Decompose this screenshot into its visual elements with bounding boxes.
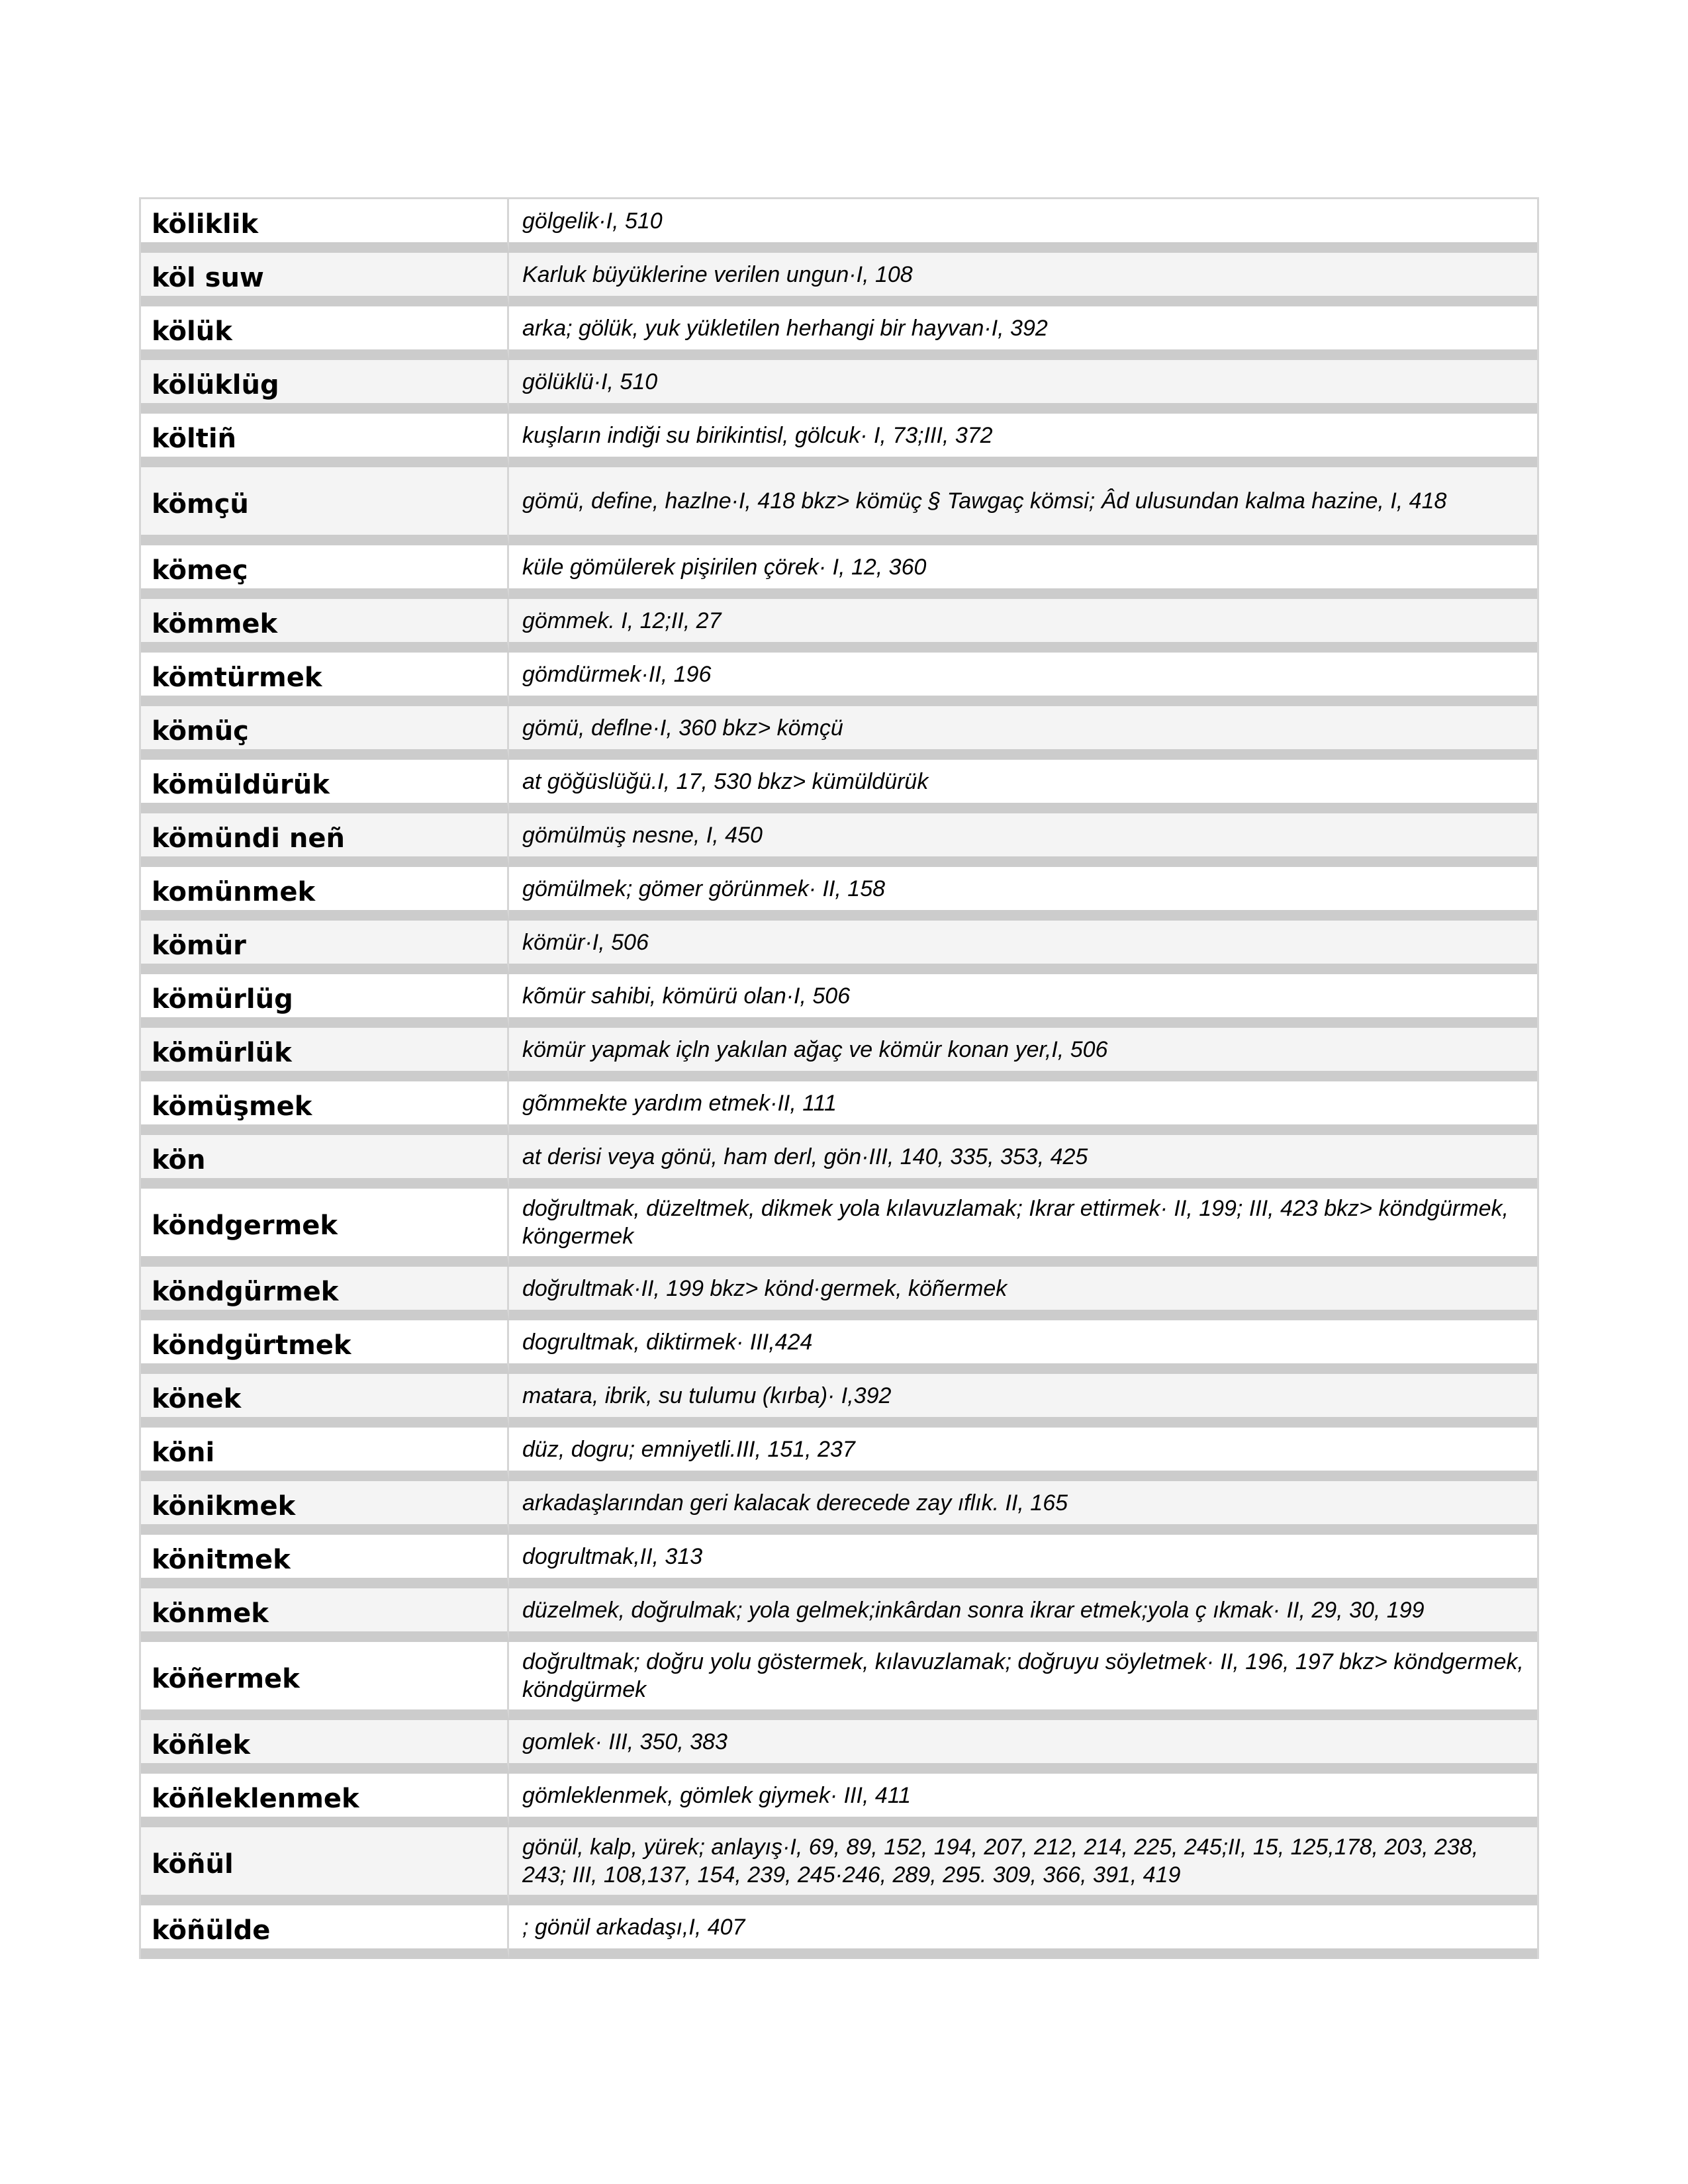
entry-definition: gomlek· III, 350, 383	[509, 1720, 1537, 1774]
table-row	[141, 813, 1537, 867]
table-row	[141, 1267, 1537, 1320]
entry-term: kömüşmek	[141, 1081, 509, 1135]
entry-term: kömtürmek	[141, 653, 509, 706]
glossary-table	[139, 197, 1539, 1959]
entry-term: köndgürtmek	[141, 1320, 509, 1374]
table-row	[141, 1481, 1537, 1535]
entry-definition: gömleklenmek, gömlek giymek· III, 411	[509, 1774, 1537, 1827]
table-row	[141, 1135, 1537, 1189]
entry-definition: dogrultmak, diktirmek· III,424	[509, 1320, 1537, 1374]
entry-term: kömçü	[141, 467, 509, 545]
entry-definition: arka; gölük, yuk yükletilen herhangi bir hayvan·I, 392	[509, 306, 1537, 360]
entry-term: köñül	[141, 1827, 509, 1905]
table-row	[141, 599, 1537, 653]
table-row	[141, 467, 1537, 545]
entry-term: köndgürmek	[141, 1267, 509, 1320]
entry-term: kömürlüg	[141, 974, 509, 1028]
entry-term: kölük	[141, 306, 509, 360]
entry-term: kömüldürük	[141, 760, 509, 813]
glossary-page	[139, 197, 1537, 1959]
entry-term: köñermek	[141, 1642, 509, 1720]
entry-definition: kömür·I, 506	[509, 921, 1537, 974]
entry-term: kömeç	[141, 545, 509, 599]
entry-term: köni	[141, 1428, 509, 1481]
entry-term: köndgermek	[141, 1189, 509, 1267]
entry-definition: gölüklü·I, 510	[509, 360, 1537, 414]
table-row	[141, 760, 1537, 813]
table-row	[141, 867, 1537, 921]
entry-definition: kömür yapmak içln yakılan ağaç ve kömür konan yer,I, 506	[509, 1028, 1537, 1081]
table-row	[141, 1028, 1537, 1081]
table-row	[141, 253, 1537, 306]
entry-term: kölüklüg	[141, 360, 509, 414]
entry-term: kömündi neñ	[141, 813, 509, 867]
entry-term: kömüç	[141, 706, 509, 760]
entry-term: könek	[141, 1374, 509, 1428]
entry-definition: kõmür sahibi, kömürü olan·I, 506	[509, 974, 1537, 1028]
entry-definition: at göğüslüğü.I, 17, 530 bkz> kümüldürük	[509, 760, 1537, 813]
entry-definition: ; gönül arkadaşı,I, 407	[509, 1905, 1537, 1959]
table-row	[141, 1588, 1537, 1642]
entry-definition: at derisi veya gönü, ham derl, gön·III, 140, 335, 353, 425	[509, 1135, 1537, 1189]
entry-definition: düzelmek, doğrulmak; yola gelmek;inkârdan sonra ikrar etmek;yola ç ıkmak· II, 29, 30, 199	[509, 1588, 1537, 1642]
table-row	[141, 1189, 1537, 1267]
entry-definition: gömülmek; gömer görünmek· II, 158	[509, 867, 1537, 921]
table-row	[141, 1642, 1537, 1720]
table-row	[141, 974, 1537, 1028]
entry-term: köl suw	[141, 253, 509, 306]
entry-definition: gömü, deflne·I, 360 bkz> kömçü	[509, 706, 1537, 760]
entry-definition: düz, dogru; emniyetli.III, 151, 237	[509, 1428, 1537, 1481]
entry-definition: gömülmüş nesne, I, 450	[509, 813, 1537, 867]
entry-definition: kuşların indiği su birikintisl, gölcuk· I, 73;III, 372	[509, 414, 1537, 467]
table-row	[141, 1720, 1537, 1774]
table-row	[141, 199, 1537, 253]
table-row	[141, 1535, 1537, 1588]
entry-term: köñülde	[141, 1905, 509, 1959]
entry-definition: gönül, kalp, yürek; anlayış·I, 69, 89, 152, 194, 207, 212, 214, 225, 245;II, 15, 125,178, 203, 238, 243; III, 108,137, 154, 239, 245·246, 289, 295. 309, 366, 391, 419	[509, 1827, 1537, 1905]
entry-definition: doğrultmak; doğru yolu göstermek, kılavuzlamak; doğruyu söyletmek· II, 196, 197 bkz> köndgermek, köndgürmek	[509, 1642, 1537, 1720]
entry-term: könmek	[141, 1588, 509, 1642]
table-row	[141, 414, 1537, 467]
table-row	[141, 1320, 1537, 1374]
entry-definition: gõmmekte yardım etmek·II, 111	[509, 1081, 1537, 1135]
table-row	[141, 1428, 1537, 1481]
entry-definition: gömü, define, hazlne·I, 418 bkz> kömüç § Tawgaç kömsi; Âd ulusundan kalma hazine, I, 418	[509, 467, 1537, 545]
entry-term: kömürlük	[141, 1028, 509, 1081]
table-row	[141, 921, 1537, 974]
entry-term: köñleklenmek	[141, 1774, 509, 1827]
table-row	[141, 1827, 1537, 1905]
entry-definition: doğrultmak, düzeltmek, dikmek yola kılavuzlamak; Ikrar ettirmek· II, 199; III, 423 bkz> köndgürmek, köngermek	[509, 1189, 1537, 1267]
table-row	[141, 653, 1537, 706]
entry-definition: dogrultmak,II, 313	[509, 1535, 1537, 1588]
entry-term: költiñ	[141, 414, 509, 467]
entry-definition: gömdürmek·II, 196	[509, 653, 1537, 706]
entry-term: kön	[141, 1135, 509, 1189]
table-row	[141, 360, 1537, 414]
table-row	[141, 1905, 1537, 1959]
table-row	[141, 706, 1537, 760]
table-row	[141, 545, 1537, 599]
glossary-body	[141, 199, 1537, 1959]
entry-term: kömmek	[141, 599, 509, 653]
entry-definition: matara, ibrik, su tulumu (kırba)· I,392	[509, 1374, 1537, 1428]
table-row	[141, 1081, 1537, 1135]
entry-definition: doğrultmak·II, 199 bkz> könd·germek, köñermek	[509, 1267, 1537, 1320]
table-row	[141, 306, 1537, 360]
entry-definition: küle gömülerek pişirilen çörek· I, 12, 360	[509, 545, 1537, 599]
entry-definition: gölgelik·I, 510	[509, 199, 1537, 253]
entry-definition: arkadaşlarından geri kalacak derecede zay ıflık. II, 165	[509, 1481, 1537, 1535]
entry-term: könitmek	[141, 1535, 509, 1588]
entry-definition: gömmek. I, 12;II, 27	[509, 599, 1537, 653]
entry-term: komünmek	[141, 867, 509, 921]
entry-term: köliklik	[141, 199, 509, 253]
entry-term: könikmek	[141, 1481, 509, 1535]
entry-term: kömür	[141, 921, 509, 974]
table-row	[141, 1774, 1537, 1827]
entry-definition: Karluk büyüklerine verilen ungun·I, 108	[509, 253, 1537, 306]
table-row	[141, 1374, 1537, 1428]
entry-term: köñlek	[141, 1720, 509, 1774]
